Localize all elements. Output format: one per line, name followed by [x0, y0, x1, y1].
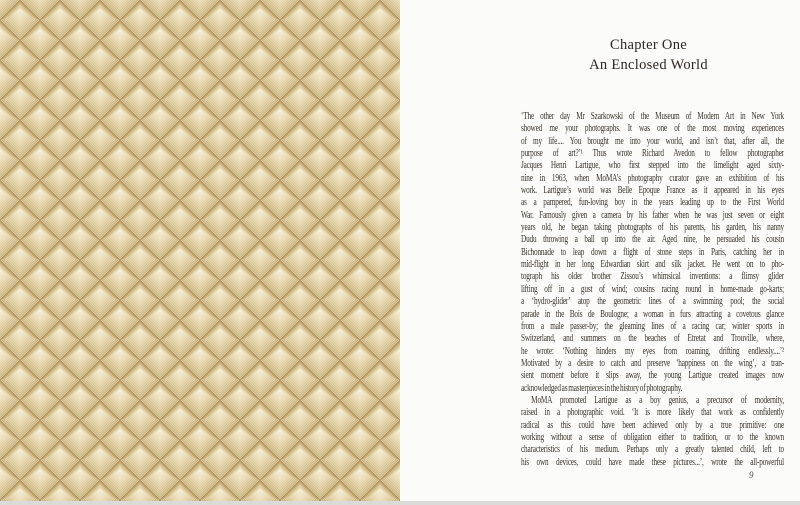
body-text-line: purpose of art?’¹ Thus wrote Richard Avedon to fellow photographer [521, 148, 784, 160]
body-text-line: MoMA promoted Lartigue as a boy genius, a precursor of modernity, [531, 394, 784, 406]
chapter-title: An Enclosed World [589, 57, 708, 73]
body-text-line: nine in 1963, when MoMA’s photography curator gave an exhibition of his [521, 172, 784, 184]
body-text-line: lifting off in a gust of wind; cousins racing round in home-made go-karts; [521, 283, 784, 295]
body-text-line: of my life.... You brought me into your world, and isn’t that, after all, the [521, 135, 784, 147]
body-text-line: Dudu throwing a ball up into the air. Aged nine, he persuaded his cousin [521, 234, 784, 246]
body-text-line: Motivated by a desire to catch and preserve ‘happiness on the wing’, a tran- [521, 357, 784, 369]
body-text-line: tograph his older brother Zissou’s whimsical inventions: a flimsy glider [521, 271, 784, 283]
body-text-line: Jacques Henri Lartigue, who first stepped into the limelight aged sixty- [521, 160, 784, 172]
body-text-line: characteristics of his medium. Perhaps only a greatly talented child, left to [521, 444, 784, 456]
body-text-line: War. Famously given a camera by his father when he was just seven or eight [521, 209, 784, 221]
photo-bottom-edge [0, 501, 800, 505]
body-text-line: from a male passer-by; the gleaming lines of a racing car; winter sports in [521, 320, 784, 332]
body-text [521, 111, 784, 469]
body-text-line: sient moment before it slips away, the young Lartigue created images now [521, 370, 784, 382]
body-text-line: his own devices, could have made these pictures...’, wrote the all-powerful [521, 456, 784, 468]
body-text-line: mid-flight in her long Edwardian skirt and silk jacket. He went on to pho- [521, 259, 784, 271]
body-text-line: raised in a photographic void. ‘It is more likely that work as confidently [521, 407, 784, 419]
body-text-line: ‘The other day Mr Szarkowski of the Museum of Modern Art in New York [521, 111, 784, 122]
body-text-line: acknowledged as masterpieces in the history of photography. [521, 382, 683, 394]
right-page [400, 0, 800, 505]
body-text-line: Bichonnade to leap down a flight of stone steps in Paris, catching her in [521, 246, 784, 258]
body-text-line: a ‘hydro-glider’ atop the geometric lines of a swimming pool; the social [521, 296, 784, 308]
body-text-line: years old, he began taking photographs of his parents, his garden, his nanny [521, 222, 784, 234]
page-number: 9 [749, 470, 754, 480]
chapter-number: Chapter One [610, 37, 687, 53]
body-text-line: radical as this could have been achieved only by a true primitive: one [521, 419, 784, 431]
body-text-line: he wrote: ‘Nothing hinders my eyes from roaming, drifting endlessly....’² [521, 345, 784, 357]
chapter-heading [517, 35, 780, 75]
body-text-line: showed me your photographs. It was one of the most moving experiences [521, 123, 784, 135]
body-text-line: as a pampered, fun-loving boy in the years leading up to the First World [521, 197, 784, 209]
body-text-line: working without a sense of obligation either to tradition, or to the known [521, 431, 784, 443]
body-text-line: work. Lartigue’s world was Belle Époque France as it appeared in his eyes [521, 185, 784, 197]
body-text-line: parade in the Bois de Boulogne; a woman in furs attracting a covetous glance [521, 308, 784, 320]
body-text-line: Switzerland, and summers on the beaches of Étretat and Trouville, where, [521, 333, 784, 345]
